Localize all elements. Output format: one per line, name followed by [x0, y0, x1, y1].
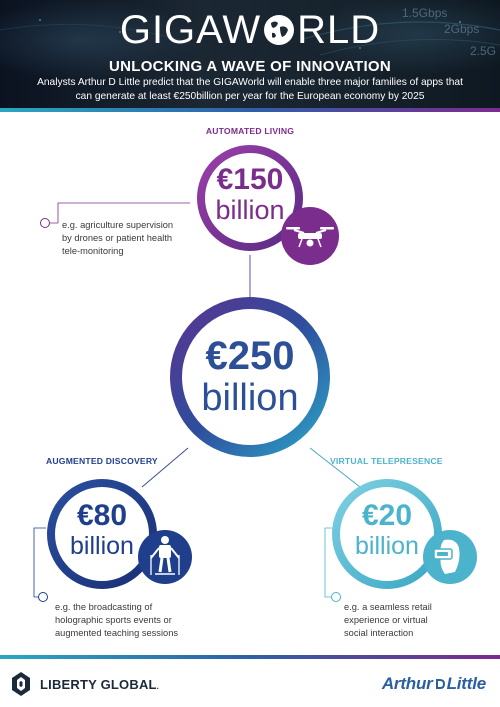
liberty-global-logo-icon [8, 671, 34, 697]
automated-living-unit: billion [215, 195, 285, 225]
speed-label-2: 2Gbps [444, 22, 480, 36]
augmented-discovery-value: €80 [76, 499, 128, 532]
header-description: Analysts Arthur D Little predict that the GIGAWorld will enable three major families of apps that can generate at least €250billion per year for the European economy by 2025 [37, 77, 463, 102]
label-augmented-discovery: AUGMENTED DISCOVERY [46, 456, 158, 466]
total-unit: billion [201, 377, 299, 419]
logo-text-rld: RLD [297, 8, 381, 52]
augmented-discovery-example: e.g. the broadcasting of holographic sports events or augmented teaching sessions [55, 602, 179, 638]
total-figure [176, 334, 324, 418]
virtual-telepresence-example: e.g. a seamless retail experience or virtual social interaction [344, 602, 432, 638]
augmented-discovery-unit: billion [70, 532, 134, 560]
speed-label-3: 2.5G [470, 44, 497, 58]
virtual-telepresence-value: €20 [361, 499, 413, 532]
callout-line-augmented [34, 528, 46, 597]
virtual-telepresence-unit: billion [355, 532, 419, 560]
callout-dot-automated [41, 219, 50, 228]
label-virtual-telepresence: VIRTUAL TELEPRESENCE [330, 456, 443, 466]
adl-d-mark-icon [434, 678, 446, 690]
automated-living-example: e.g. agriculture supervision by drones or patient health tele-monitoring [62, 220, 174, 256]
callout-dot-augmented [39, 593, 48, 602]
connector-right [310, 448, 360, 487]
footer [0, 659, 500, 707]
logo-text-w: W [222, 8, 262, 52]
speed-label-1: 1.5Gbps [402, 6, 448, 20]
callout-dot-virtual [332, 593, 341, 602]
total-value: €250 [205, 334, 295, 378]
virtual-telepresence-figure [337, 500, 437, 560]
augmented-discovery-figure [52, 500, 152, 560]
arthur-d-little-logo: Arthur Little [381, 674, 486, 693]
automated-living-figure [200, 164, 300, 224]
connector-left [142, 448, 188, 487]
header-subtitle: UNLOCKING A WAVE OF INNOVATION [108, 58, 392, 75]
liberty-global-logo: LIBERTY GLOBAL. [40, 677, 160, 692]
label-automated-living: AUTOMATED LIVING [205, 126, 295, 136]
logo-text-giga: GIGA [119, 8, 223, 52]
automated-living-value: €150 [216, 163, 284, 196]
